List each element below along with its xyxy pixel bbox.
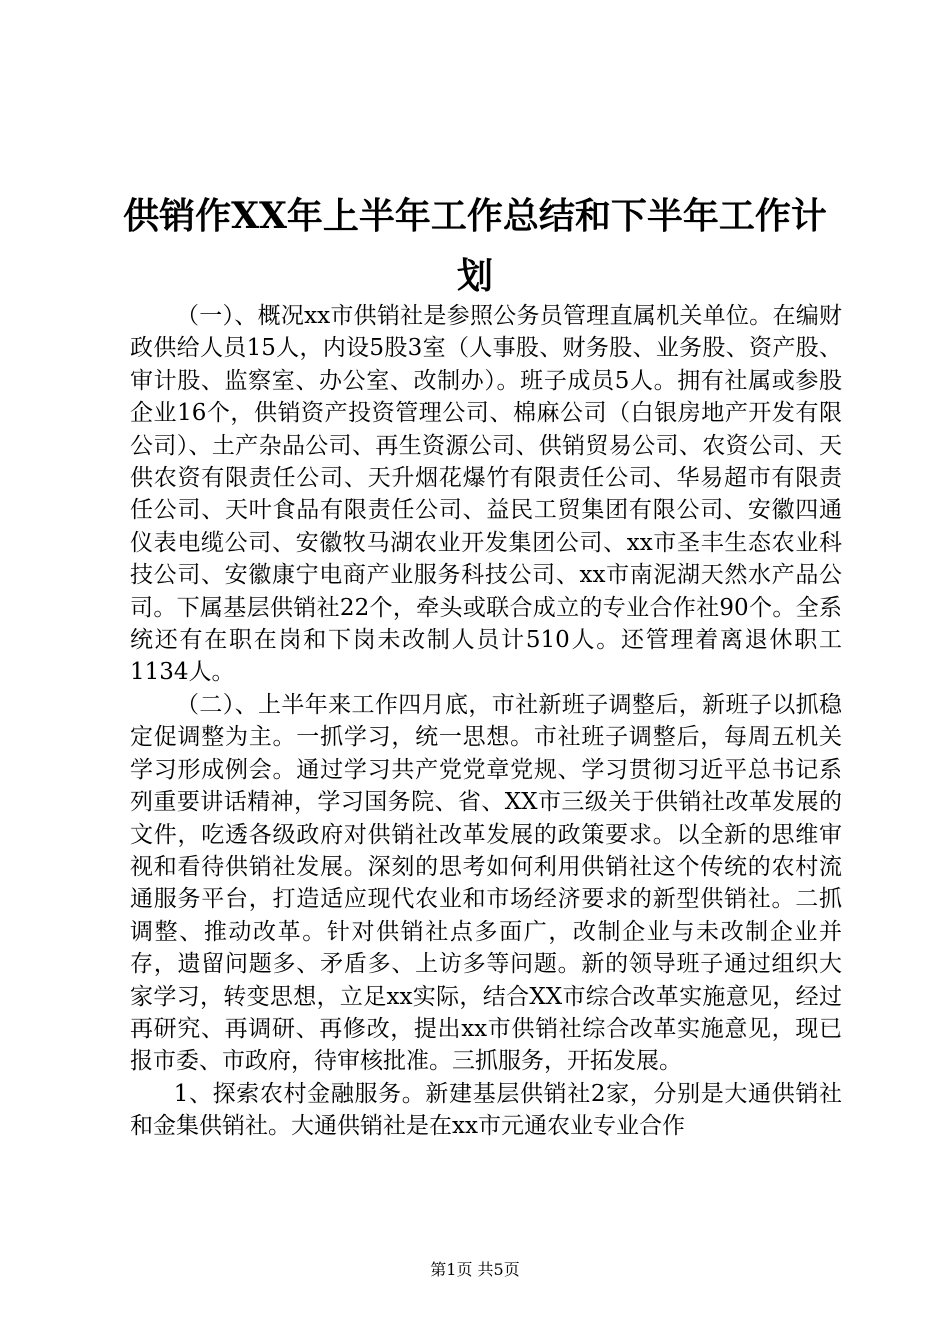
paragraph-first-half-work: （二）、上半年来工作四月底，市社新班子调整后，新班子以抓稳定促调整为主。一抓学习，统一思想。市社班子调整后，每周五机关学习形成例会。通过学习共产党党章党规、学习贯彻习近平总书记系列重要讲话精神，学习国务院、省、XX市三级关于供销社改革发展的文件，吃透各级政府对供销社改革发展的政策要求。以全新的思维审视和看待供销社发展。深刻的思考如何利用供销社这个传统的农村流通服务平台，打造适应现代农业和市场经济要求的新型供销社。二抓调整、推动改革。针对供销社点多面广，改制企业与未改制企业并存，遗留问题多、矛盾多、上访多等问题。新的领导班子通过组织大家学习，转变思想，立足xx实际，结合XX市综合改革实施意见，经过再研究、再调研、再修改，提出xx市供销社综合改革实施意见，现已报市委、市政府，待审核批准。三抓服务，开拓发展。: [130, 691, 842, 1075]
document-title: 供销作XX年上半年工作总结和下半年工作计划: [123, 195, 827, 297]
document-body: [130, 300, 842, 1143]
paragraph-overview: （一）、概况xx市供销社是参照公务员管理直属机关单位。在编财政供给人员15人，内设5股3室（人事股、财务股、业务股、资产股、审计股、监察室、办公室、改制办）。班子成员5人。拥有社属或参股企业16个，供销资产投资管理公司、棉麻公司（白银房地产开发有限公司）、土产杂品公司、再生资源公司、供销贸易公司、农资公司、天供农资有限责任公司、天升烟花爆竹有限责任公司、华易超市有限责任公司、天叶食品有限责任公司、益民工贸集团有限公司、安徽四通仪表电缆公司、安徽牧马湖农业开发集团公司、xx市圣丰生态农业科技公司、安徽康宁电商产业服务科技公司、xx市南泥湖天然水产品公司。下属基层供销社22个，牵头或联合成立的专业合作社90个。全系统还有在职在岗和下岗未改制人员计510人。还管理着离退休职工1134人。: [130, 303, 842, 686]
page-number-footer: 第1页 共5页: [430, 1260, 520, 1279]
paragraph-rural-finance: 1、探索农村金融服务。新建基层供销社2家，分别是大通供销社和金集供销社。大通供销社是在xx市元通农业专业合作: [130, 1080, 842, 1140]
